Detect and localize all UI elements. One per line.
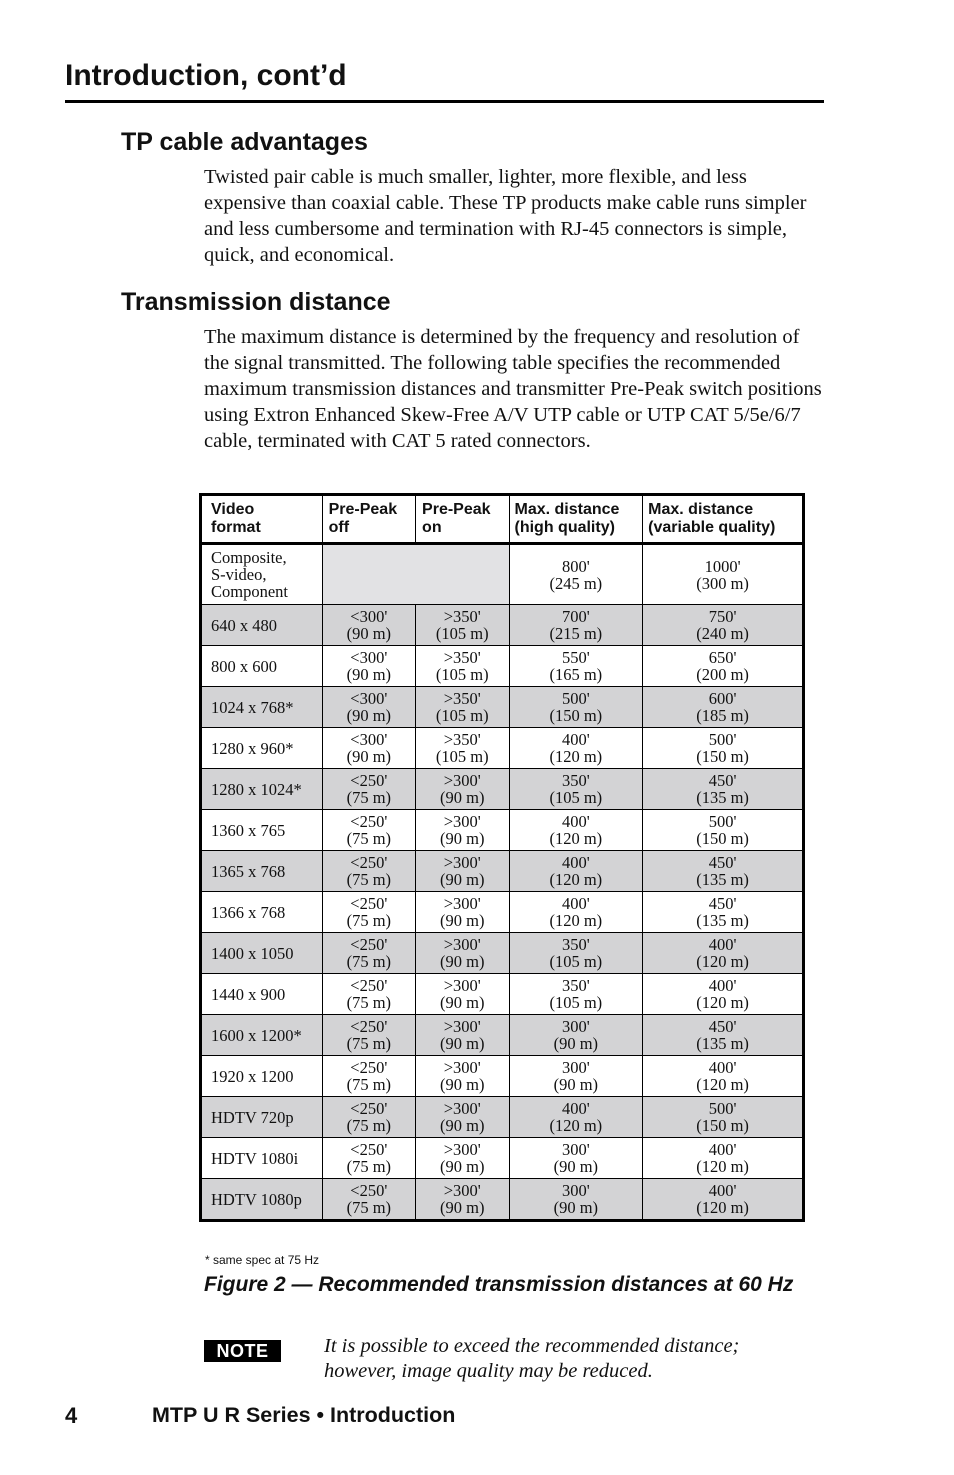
cell-variable-quality: 450' (135 m) [643,1015,804,1056]
table-row [201,892,804,933]
cell-high-quality: 400' (120 m) [509,810,643,851]
cell-pre-peak-off: <250' (75 m) [322,769,415,810]
cell-high-quality: 800' (245 m) [509,544,643,605]
cell-format: Composite, S-video, Component [201,544,323,605]
cell-pre-peak-on: >300' (90 m) [416,1097,509,1138]
cell-high-quality: 300' (90 m) [509,1056,643,1097]
footer-title: MTP U R Series • Introduction [152,1403,456,1427]
transmission-distance-paragraph: The maximum distance is determined by the frequency and resolution of the signal transmitted. The following table specifies the recommended maximum transmission distances and transmitter Pre-Peak switch positions using Extron Enhanced Skew-Free A/V UTP cable or UTP CAT 5/5e/6/7 cable, terminated with CAT 5 rated connectors. [204,326,822,452]
cell-pre-peak-off: <300' (90 m) [322,605,415,646]
cell-format: 1280 x 960* [201,728,323,769]
table-row [201,687,804,728]
tp-cable-advantages-paragraph: Twisted pair cable is much smaller, lighter, more flexible, and less expensive than coaxial cable. These TP products make cable runs simpler and less cumbersome and termination with RJ-45 connectors is simple, quick, and economical. [204,166,807,266]
table-row [201,605,804,646]
cell-variable-quality: 600' (185 m) [643,687,804,728]
transmission-distance-table [199,493,805,1222]
cell-pre-peak-on: >300' (90 m) [416,1138,509,1179]
cell-variable-quality: 400' (120 m) [643,1179,804,1221]
cell-variable-quality: 400' (120 m) [643,933,804,974]
cell-pre-peak-off: <250' (75 m) [322,1138,415,1179]
cell-pre-peak-off: <250' (75 m) [322,933,415,974]
page-title: Introduction, cont’d [65,59,347,92]
note-text: It is possible to exceed the recommended distance; however, image quality may be reduced. [324,1335,740,1382]
cell-high-quality: 350' (105 m) [509,769,643,810]
cell-format: 1365 x 768 [201,851,323,892]
cell-format: HDTV 720p [201,1097,323,1138]
cell-pre-peak-off: <250' (75 m) [322,810,415,851]
cell-variable-quality: 450' (135 m) [643,769,804,810]
cell-format: 1024 x 768* [201,687,323,728]
cell-high-quality: 300' (90 m) [509,1015,643,1056]
cell-variable-quality: 400' (120 m) [643,1056,804,1097]
header-max-distance-variable-quality: Max. distance (variable quality) [643,495,804,544]
table-row [201,1138,804,1179]
cell-high-quality: 500' (150 m) [509,687,643,728]
header-pre-peak-off: Pre-Peak off [322,495,415,544]
cell-format: 1400 x 1050 [201,933,323,974]
cell-high-quality: 400' (120 m) [509,1097,643,1138]
cell-format: 1280 x 1024* [201,769,323,810]
figure-caption: Figure 2 — Recommended transmission distances at 60 Hz [204,1273,794,1296]
cell-high-quality: 350' (105 m) [509,933,643,974]
cell-pre-peak-off: <250' (75 m) [322,1056,415,1097]
table-row [201,1015,804,1056]
header-max-distance-high-quality: Max. distance (high quality) [509,495,643,544]
cell-high-quality: 400' (120 m) [509,728,643,769]
table-footnote: * same spec at 75 Hz [205,1253,320,1267]
cell-pre-peak-on: >300' (90 m) [416,769,509,810]
cell-pre-peak-off: <300' (90 m) [322,728,415,769]
cell-variable-quality: 450' (135 m) [643,851,804,892]
table-header-row [201,495,804,544]
cell-format: 1920 x 1200 [201,1056,323,1097]
cell-high-quality: 400' (120 m) [509,892,643,933]
cell-pre-peak-on: >300' (90 m) [416,974,509,1015]
cell-variable-quality: 400' (120 m) [643,974,804,1015]
page-number: 4 [65,1403,78,1428]
section-heading-transmission-distance: Transmission distance [121,288,391,316]
cell-pre-peak-off: <250' (75 m) [322,1179,415,1221]
cell-variable-quality: 750' (240 m) [643,605,804,646]
table-row-composite [201,544,804,605]
cell-format: HDTV 1080p [201,1179,323,1221]
cell-format: 1440 x 900 [201,974,323,1015]
table-row [201,810,804,851]
cell-format: 1360 x 765 [201,810,323,851]
cell-pre-peak-on: >350' (105 m) [416,687,509,728]
cell-high-quality: 400' (120 m) [509,851,643,892]
cell-high-quality: 700' (215 m) [509,605,643,646]
note-badge: NOTE [204,1340,281,1362]
cell-variable-quality: 400' (120 m) [643,1138,804,1179]
cell-pre-peak-on: >300' (90 m) [416,933,509,974]
cell-high-quality: 300' (90 m) [509,1179,643,1221]
table-row [201,1179,804,1221]
cell-pre-peak-off: <250' (75 m) [322,892,415,933]
cell-pre-peak-blank [322,544,509,605]
table-row [201,646,804,687]
cell-pre-peak-off: <250' (75 m) [322,1097,415,1138]
cell-pre-peak-on: >300' (90 m) [416,1056,509,1097]
cell-pre-peak-off: <300' (90 m) [322,646,415,687]
cell-variable-quality: 500' (150 m) [643,1097,804,1138]
cell-high-quality: 300' (90 m) [509,1138,643,1179]
cell-pre-peak-off: <300' (90 m) [322,687,415,728]
table-row [201,769,804,810]
table-row [201,974,804,1015]
cell-pre-peak-on: >350' (105 m) [416,646,509,687]
cell-pre-peak-on: >300' (90 m) [416,851,509,892]
cell-variable-quality: 450' (135 m) [643,892,804,933]
cell-pre-peak-on: >300' (90 m) [416,1015,509,1056]
cell-format: 1600 x 1200* [201,1015,323,1056]
cell-format: 1366 x 768 [201,892,323,933]
table-row [201,1056,804,1097]
cell-variable-quality: 1000' (300 m) [643,544,804,605]
cell-format: 800 x 600 [201,646,323,687]
section-heading-tp-cable-advantages: TP cable advantages [121,128,368,156]
cell-pre-peak-on: >300' (90 m) [416,892,509,933]
title-rule [65,100,824,103]
cell-pre-peak-on: >300' (90 m) [416,1179,509,1221]
cell-pre-peak-off: <250' (75 m) [322,1015,415,1056]
cell-pre-peak-on: >350' (105 m) [416,728,509,769]
cell-pre-peak-on: >300' (90 m) [416,810,509,851]
cell-high-quality: 350' (105 m) [509,974,643,1015]
cell-format: HDTV 1080i [201,1138,323,1179]
cell-high-quality: 550' (165 m) [509,646,643,687]
table-row [201,933,804,974]
cell-format: 640 x 480 [201,605,323,646]
cell-variable-quality: 500' (150 m) [643,728,804,769]
cell-pre-peak-off: <250' (75 m) [322,851,415,892]
cell-pre-peak-on: >350' (105 m) [416,605,509,646]
header-video-format: Video format [201,495,323,544]
cell-pre-peak-off: <250' (75 m) [322,974,415,1015]
header-pre-peak-on: Pre-Peak on [416,495,509,544]
table-row [201,851,804,892]
cell-variable-quality: 500' (150 m) [643,810,804,851]
table-row [201,728,804,769]
table-row [201,1097,804,1138]
cell-variable-quality: 650' (200 m) [643,646,804,687]
